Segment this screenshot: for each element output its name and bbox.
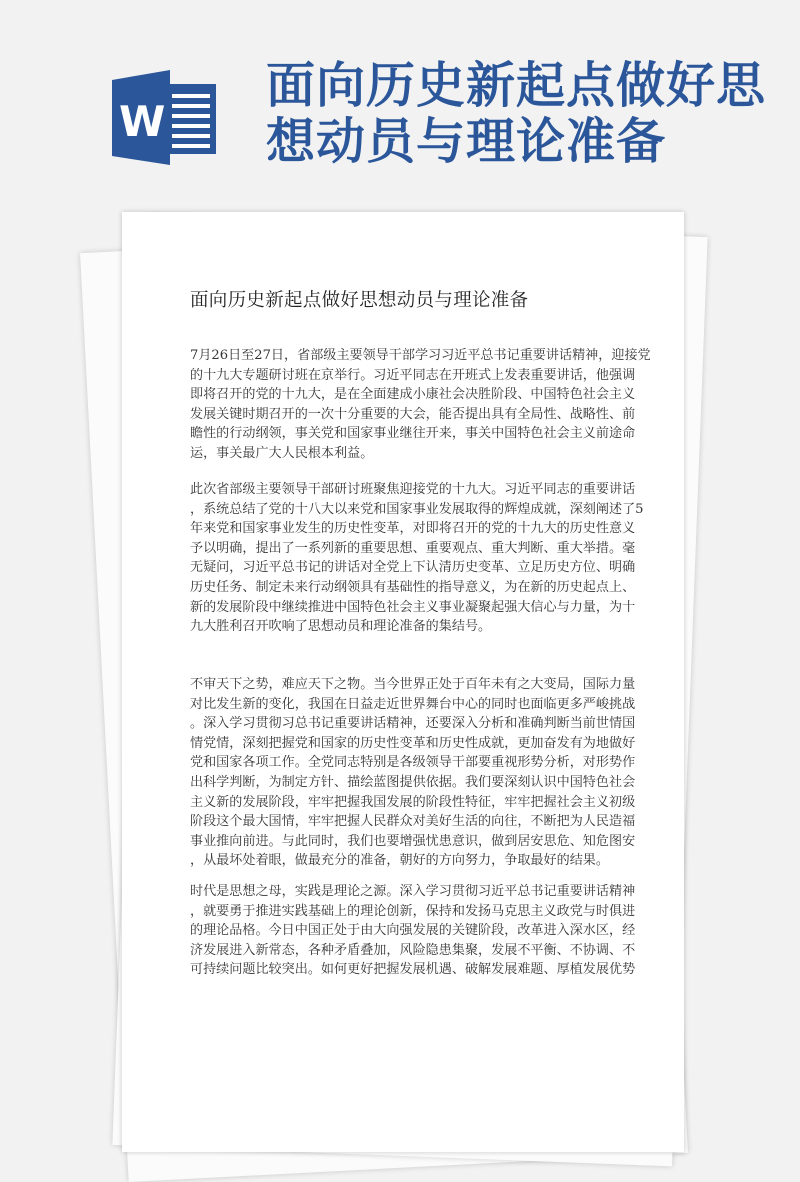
paragraph-line: 7月26日至27日，省部级主要领导干部学习习近平总书记重要讲话精神，迎接党: [190, 348, 651, 363]
paragraph-line: 可持续问题比较突出。如何更好把握发展机遇、破解发展难题、厚植发展优势: [190, 962, 636, 978]
title-line: 面向历史新起点做好思: [266, 57, 767, 114]
word-logo-icon: [112, 70, 222, 165]
paragraph-line: 对比发生新的变化，我国在日益走近世界舞台中心的同时也面临更多严峻挑战: [190, 696, 636, 712]
paragraph-line: 事业推向前进。与此同时，我们也要增强忧患意识，做到居安思危、知危图安: [190, 833, 636, 849]
paragraph-line: 即将召开的党的十九大，是在全面建成小康社会决胜阶段、中国特色社会主义: [190, 387, 636, 403]
paragraph-line: 年来党和国家事业发生的历史性变革，对即将召开的党的十九大的历史性意义: [190, 521, 636, 537]
paragraph-line: 予以明确，提出了一系列新的重要思想、重要观点、重大判断、重大举措。毫: [190, 540, 636, 556]
svg-text:W: W: [119, 97, 166, 146]
paragraph-line: 九大胜利召开吹响了思想动员和理论准备的集结号。: [190, 619, 492, 635]
document-title: 面向历史新起点做好思想动员与理论准备: [190, 290, 529, 311]
paragraph-line: ，从最坏处着眼，做最充分的准备，朝好的方向努力，争取最好的结果。: [190, 853, 609, 869]
paragraph: [190, 346, 660, 464]
paragraph-line: 党和国家各项工作。全党同志特别是各级领导干部要重视形势分析，对形势作: [190, 755, 636, 771]
paragraph-line: 时代是思想之母，实践是理论之源。深入学习贯彻习近平总书记重要讲话精神: [190, 884, 636, 899]
paragraph-line: 情党情，深刻把握党和国家的历史性变革和历史性成就，更加奋发有为地做好: [190, 735, 636, 751]
paragraph-line: 。深入学习贯彻习总书记重要讲话精神，还要深入分析和准确判断当前世情国: [190, 716, 636, 732]
paragraph-line: 运，事关最广大人民根本利益。: [190, 445, 374, 461]
paragraph-line: 新的发展阶段中继续推进中国特色社会主义事业凝聚起强大信心与力量，为十: [190, 599, 636, 615]
paragraph-line: 此次省部级主要领导干部研讨班聚焦迎接党的十九大。习近平同志的重要讲话: [190, 482, 636, 497]
paragraph-line: 济发展进入新常态，各种矛盾叠加，风险隐患集聚，发展不平衡、不协调、不: [190, 942, 636, 958]
paragraph-line: 出科学判断，为制定方针、描绘蓝图提供依据。我们要深刻认识中国特色社会: [190, 774, 636, 790]
paragraph-line: ，就要勇于推进实践基础上的理论创新，保持和发扬马克思主义政党与时俱进: [190, 903, 636, 919]
paragraph: [190, 882, 660, 980]
paragraph-line: ，系统总结了党的十八大以来党和国家事业发展取得的辉煌成就，深刻阐述了5: [190, 501, 644, 517]
paragraph: [190, 675, 660, 871]
paragraph-line: 主义新的发展阶段，牢牢把握我国发展的阶段性特征，牢牢把握社会主义初级: [190, 794, 636, 810]
paragraph: [190, 480, 660, 637]
paragraph-line: 发展关键时期召开的一次十分重要的大会，能否提出具有全局性、战略性、前: [190, 406, 636, 422]
paragraph-line: 无疑问，习近平总书记的讲话对全党上下认清历史变革、立足历史方位、明确: [190, 560, 636, 576]
title-line: 想动员与理论准备: [266, 113, 667, 170]
paragraph-line: 的十九大专题研讨班在京举行。习近平同志在开班式上发表重要讲话，他强调: [190, 367, 636, 383]
document-page: [122, 212, 684, 1152]
page-title: [266, 58, 786, 170]
paragraph-line: 的理论品格。今日中国正处于由大向强发展的关键阶段，改革进入深水区，经: [190, 923, 636, 939]
paragraph-line: 瞻性的行动纲领，事关党和国家事业继往开来，事关中国特色社会主义前途命: [190, 426, 636, 442]
paragraph-line: 阶段这个最大国情，牢牢把握人民群众对美好生活的向往，不断把为人民造福: [190, 814, 636, 830]
paragraph-line: 历史任务、制定未来行动纲领具有基础性的指导意义，为在新的历史起点上、: [190, 579, 636, 595]
paragraph-line: 不审天下之势，难应天下之物。当今世界正处于百年未有之大变局，国际力量: [190, 677, 636, 692]
